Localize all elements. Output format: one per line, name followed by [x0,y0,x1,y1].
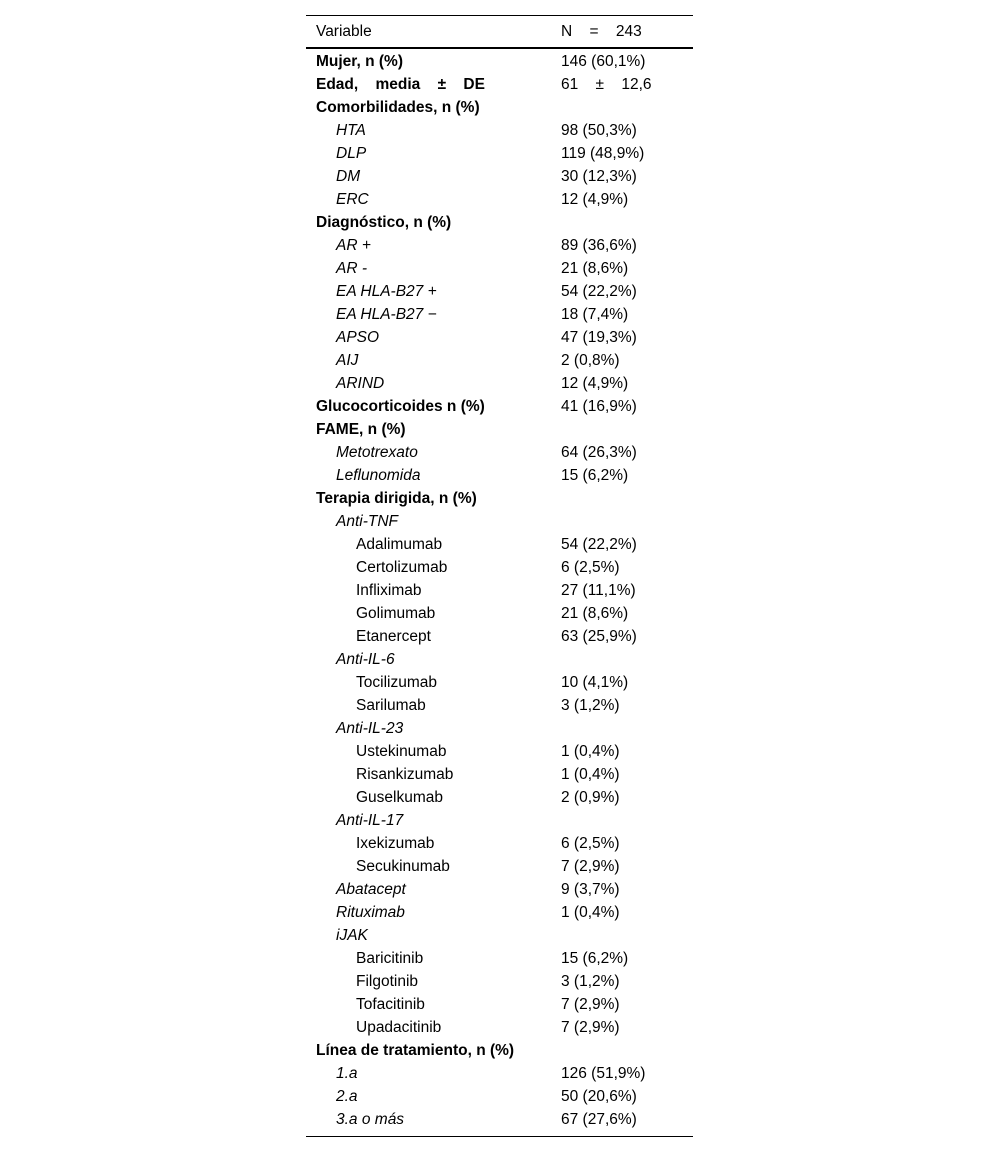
row-value: 7 (2,9%) [561,858,620,875]
row-value: 126 (51,9%) [561,1065,646,1082]
row-label: Línea de tratamiento, n (%) [316,1042,515,1059]
table-header-row [306,16,693,47]
row-value: 1 (0,4%) [561,904,620,921]
row-label: Terapia dirigida, n (%) [316,490,477,507]
table-row [306,1108,693,1131]
row-label: Rituximab [336,904,405,921]
row-value: 67 (27,6%) [561,1111,637,1128]
table-row [306,855,693,878]
table-row [306,970,693,993]
row-value: 2 (0,9%) [561,789,620,806]
table-row [306,717,693,740]
table-row [306,809,693,832]
row-label: Abatacept [336,881,406,898]
row-value: 6 (2,5%) [561,835,620,852]
table-body [306,49,693,1136]
row-value: 12 (4,9%) [561,375,629,392]
row-label: Anti-IL-6 [336,651,395,668]
row-value: 27 (11,1%) [561,582,636,599]
row-label: Filgotinib [356,973,419,990]
row-value: 15 (6,2%) [561,950,629,967]
row-value: 41 (16,9%) [561,398,637,415]
row-label: Upadacitinib [356,1019,442,1036]
table-row [306,556,693,579]
row-label: ERC [336,191,369,208]
table-row [306,694,693,717]
table-row [306,441,693,464]
row-label: AIJ [336,352,359,369]
table-row [306,832,693,855]
row-value: 18 (7,4%) [561,306,629,323]
row-label: Tofacitinib [356,996,425,1013]
row-label: iJAK [336,927,368,944]
row-value: 1 (0,4%) [561,743,620,760]
table-row [306,280,693,303]
row-value: 146 (60,1%) [561,53,646,70]
header-variable: Variable [316,23,372,40]
row-value: 7 (2,9%) [561,996,620,1013]
table-row [306,763,693,786]
table-row [306,464,693,487]
row-value: 54 (22,2%) [561,536,637,553]
row-label: Anti-TNF [336,513,398,530]
row-value: 61 ± 12,6 [561,76,652,93]
row-value: 9 (3,7%) [561,881,620,898]
row-value: 47 (19,3%) [561,329,637,346]
data-table [306,15,693,1137]
row-value: 7 (2,9%) [561,1019,620,1036]
row-label: Comorbilidades, n (%) [316,99,480,116]
row-value: 10 (4,1%) [561,674,629,691]
row-label: Metotrexato [336,444,418,461]
table-row [306,901,693,924]
row-label: Diagnóstico, n (%) [316,214,452,231]
table-row [306,73,693,96]
row-label: Infliximab [356,582,422,599]
row-label: Golimumab [356,605,436,622]
row-label: Adalimumab [356,536,443,553]
row-label: AR - [336,260,367,277]
row-label: Sarilumab [356,697,426,714]
row-label: AR + [336,237,371,254]
row-label: Anti-IL-17 [336,812,404,829]
row-label: Ixekizumab [356,835,435,852]
row-label: DLP [336,145,367,162]
row-value: 63 (25,9%) [561,628,637,645]
row-label: Tocilizumab [356,674,437,691]
table-row [306,648,693,671]
table-row [306,395,693,418]
row-value: 98 (50,3%) [561,122,637,139]
row-value: 3 (1,2%) [561,973,620,990]
header-value: N = 243 [561,23,642,40]
row-label: FAME, n (%) [316,421,406,438]
table-row [306,602,693,625]
table-row [306,740,693,763]
table-row [306,418,693,441]
table-row [306,993,693,1016]
table-row [306,510,693,533]
row-label: HTA [336,122,366,139]
row-value: 54 (22,2%) [561,283,637,300]
table-row [306,671,693,694]
row-label: Ustekinumab [356,743,447,760]
row-label: 2.a [336,1088,358,1105]
row-label: Risankizumab [356,766,454,783]
table-row [306,786,693,809]
table-row [306,257,693,280]
row-value: 3 (1,2%) [561,697,620,714]
row-label: Edad, media ± DE [316,76,485,93]
row-value: 119 (48,9%) [561,145,645,162]
row-value: 12 (4,9%) [561,191,629,208]
table-row [306,1062,693,1085]
table-row [306,372,693,395]
row-label: 3.a o más [336,1111,405,1128]
row-label: Glucocorticoides n (%) [316,398,485,415]
table-row [306,1085,693,1108]
table-row [306,326,693,349]
row-value: 30 (12,3%) [561,168,637,185]
row-label: ARIND [336,375,385,392]
row-value: 50 (20,6%) [561,1088,637,1105]
table-row [306,1039,693,1062]
table-row [306,487,693,510]
row-label: Anti-IL-23 [336,720,404,737]
table-row [306,50,693,73]
table-row [306,924,693,947]
row-label: Secukinumab [356,858,450,875]
table-row [306,533,693,556]
row-label: 1.a [336,1065,358,1082]
row-label: Mujer, n (%) [316,53,403,70]
row-value: 89 (36,6%) [561,237,637,254]
table-row [306,142,693,165]
row-value: 2 (0,8%) [561,352,620,369]
row-label: EA HLA-B27 − [336,306,437,323]
table-row [306,165,693,188]
row-label: Guselkumab [356,789,444,806]
row-label: Baricitinib [356,950,424,967]
table-row [306,96,693,119]
table-row [306,303,693,326]
table-row [306,1016,693,1039]
row-value: 6 (2,5%) [561,559,620,576]
row-label: Etanercept [356,628,431,645]
row-value: 64 (26,3%) [561,444,637,461]
table-row [306,947,693,970]
row-value: 15 (6,2%) [561,467,629,484]
row-value: 21 (8,6%) [561,260,629,277]
table-row [306,211,693,234]
row-label: APSO [336,329,380,346]
table-row [306,119,693,142]
row-label: DM [336,168,361,185]
table-row [306,188,693,211]
table-row [306,234,693,257]
row-label: EA HLA-B27 + [336,283,437,300]
table-row [306,878,693,901]
table-row [306,349,693,372]
row-value: 21 (8,6%) [561,605,629,622]
table-row [306,625,693,648]
row-value: 1 (0,4%) [561,766,620,783]
table-row [306,579,693,602]
table-bottom-rule [306,1136,693,1137]
row-label: Leflunomida [336,467,421,484]
row-label: Certolizumab [356,559,448,576]
